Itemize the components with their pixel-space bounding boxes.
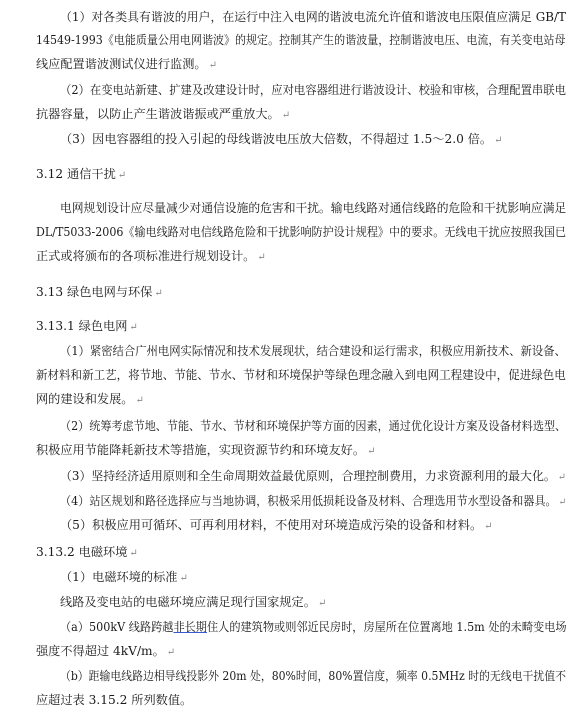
paragraph-line: 强度不得超过 4kV/m。 ↵ xyxy=(36,644,176,658)
paragraph-line: （2）在变电站新建、扩建及改建设计时，应对电容器组进行谐波设计、校验和审核，合理配置串联电 xyxy=(60,83,566,97)
paragraph-line: 线应配置谐波测试仪进行监测。 ↵ xyxy=(36,57,218,71)
paragraph-line: （5）积极应用可循环、可再利用材料，不使用对环境造成污染的设备和材料。 ↵ xyxy=(60,518,493,532)
section-heading-3-13-1: 3.13.1 绿色电网 ↵ xyxy=(36,319,138,333)
paragraph-line: 抗器容量，以防止产生谐波谐振或严重放大。 ↵ xyxy=(36,107,291,121)
paragraph-mark: ↵ xyxy=(208,60,218,71)
paragraph-mark: ↵ xyxy=(154,288,163,299)
paragraph-line: （1）对各类具有谐波的用户，在运行中注入电网的谐波电流允许值和谐波电压限值应满足 GB/T xyxy=(60,10,566,24)
paragraph-mark: ↵ xyxy=(367,446,376,457)
paragraph-mark: ↵ xyxy=(179,573,188,584)
paragraph-line: 正式或将颁布的各项标准进行规划设计。 ↵ xyxy=(36,249,266,263)
paragraph-line: （1）紧密结合广州电网实际情况和技术发展现状，结合建设和运行需求，积极应用新技术、新设备、 xyxy=(60,344,566,358)
paragraph-mark: ↵ xyxy=(129,548,138,559)
paragraph-mark: ↵ xyxy=(257,252,266,263)
paragraph-mark: ↵ xyxy=(484,521,493,532)
paragraph-line: 网的建设和发展。 ↵ xyxy=(36,392,144,406)
section-heading-3-13-2: 3.13.2 电磁环境 ↵ xyxy=(36,545,138,559)
paragraph-line: （4）站区规划和路径选择应与当地协调，积极采用低损耗设备及材料、合理选用节水型设备和器具。 ↵ xyxy=(60,494,567,508)
paragraph-mark: ↵ xyxy=(494,135,503,146)
section-heading-3-12: 3.12 通信干扰 ↵ xyxy=(36,167,127,181)
underlined-term: 非长期 xyxy=(173,620,207,634)
paragraph-line: DL/T5033-2006《输电线路对电信线路危险和干扰影响防护设计规程》中的要求。无线电干扰应按照我国已 xyxy=(36,225,567,239)
paragraph-line: （3）坚持经济适用原则和全生命周期效益最优原则，合理控制费用，力求资源利用的最大化。 ↵ xyxy=(60,469,566,483)
paragraph-line: （2）统筹考虑节地、节能、节水、节材和环境保护等方面的因素，通过优化设计方案及设备材料选型、 xyxy=(60,419,567,433)
paragraph-line: （a）500kV 线路跨越非长期住人的建筑物或则邻近民房时，房屋所在位置离地 1.5m 处的未畸变电场 xyxy=(60,620,567,634)
paragraph-mark: ↵ xyxy=(558,497,567,508)
paragraph-mark: ↵ xyxy=(281,110,291,121)
paragraph-line: （1）电磁环境的标准 ↵ xyxy=(60,570,188,584)
paragraph-line: 线路及变电站的电磁环境应满足现行国家规定。 ↵ xyxy=(60,595,327,609)
paragraph-line: 电网规划设计应尽量减少对通信设施的危害和干扰。输电线路对通信线路的危险和干扰影响应满足 xyxy=(60,201,567,215)
paragraph-line: 积极应用节能降耗新技术等措施，实现资源节约和环境友好。 ↵ xyxy=(36,443,376,457)
paragraph-mark: ↵ xyxy=(129,322,138,333)
paragraph-line: （b）距输电线路边相导线投影外 20m 处，80%时间，80%置信度，频率 0.5MHz 时的无线电干扰值不 xyxy=(60,669,566,683)
paragraph-line: 14549-1993《电能质量公用电网谐波》的规定。控制其产生的谐波量，控制谐波电压、电流，有关变电站母 xyxy=(36,33,566,47)
paragraph-mark: ↵ xyxy=(166,647,176,658)
paragraph-line: （3）因电容器组的投入引起的母线谐波电压放大倍数，不得超过 1.5～2.0 倍。 ↵ xyxy=(60,132,503,146)
paragraph-line: 应超过表 3.15.2 所列数值。 xyxy=(36,693,193,707)
paragraph-mark: ↵ xyxy=(317,598,327,609)
paragraph-mark: ↵ xyxy=(135,395,144,406)
paragraph-mark: ↵ xyxy=(557,472,566,483)
section-heading-3-13: 3.13 绿色电网与环保 ↵ xyxy=(36,285,163,299)
paragraph-line: 新材料和新工艺，将节地、节能、节水、节材和环境保护等绿色理念融入到电网工程建设中，促进绿色电 xyxy=(36,368,566,382)
paragraph-mark: ↵ xyxy=(117,170,127,181)
